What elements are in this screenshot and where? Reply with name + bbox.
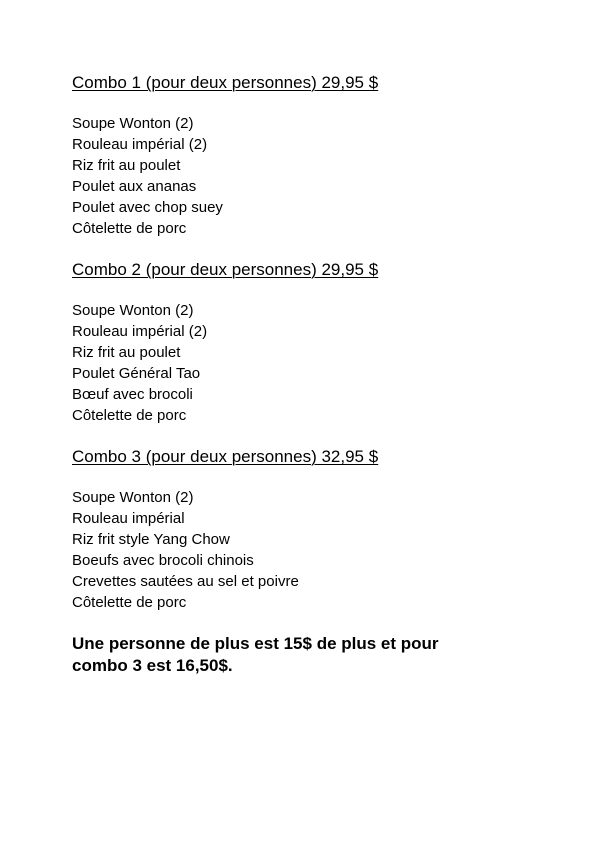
list-item: Boeufs avec brocoli chinois	[72, 552, 254, 569]
combo-3-item-list	[72, 487, 552, 613]
list-item: Soupe Wonton (2)	[72, 115, 194, 132]
list-item: Côtelette de porc	[72, 220, 187, 237]
list-item: Rouleau impérial (2)	[72, 136, 208, 153]
list-item: Riz frit au poulet	[72, 157, 181, 174]
combo-1-item-list	[72, 113, 552, 239]
combo-3-title: Combo 3 (pour deux personnes) 32,95 $	[72, 447, 379, 466]
list-item: Soupe Wonton (2)	[72, 302, 194, 319]
list-item: Riz frit style Yang Chow	[72, 531, 230, 548]
combo-2-item-list	[72, 300, 552, 426]
list-item: Bœuf avec brocoli	[72, 386, 193, 403]
list-item: Rouleau impérial	[72, 510, 185, 527]
combo-2-title: Combo 2 (pour deux personnes) 29,95 $	[72, 260, 379, 279]
list-item: Poulet aux ananas	[72, 178, 197, 195]
combo-3-section	[72, 446, 552, 613]
list-item: Côtelette de porc	[72, 594, 187, 611]
list-item: Soupe Wonton (2)	[72, 489, 194, 506]
list-item: Riz frit au poulet	[72, 344, 181, 361]
list-item: Poulet avec chop suey	[72, 199, 223, 216]
extra-person-note: Une personne de plus est 15$ de plus et pour combo 3 est 16,50$.	[72, 634, 439, 675]
combo-1-title: Combo 1 (pour deux personnes) 29,95 $	[72, 73, 379, 92]
combo-1-section	[72, 72, 552, 239]
list-item: Rouleau impérial (2)	[72, 323, 208, 340]
list-item: Côtelette de porc	[72, 407, 187, 424]
list-item: Crevettes sautées au sel et poivre	[72, 573, 299, 590]
list-item: Poulet Général Tao	[72, 365, 201, 382]
combo-2-section	[72, 259, 552, 426]
menu-document	[72, 72, 552, 677]
